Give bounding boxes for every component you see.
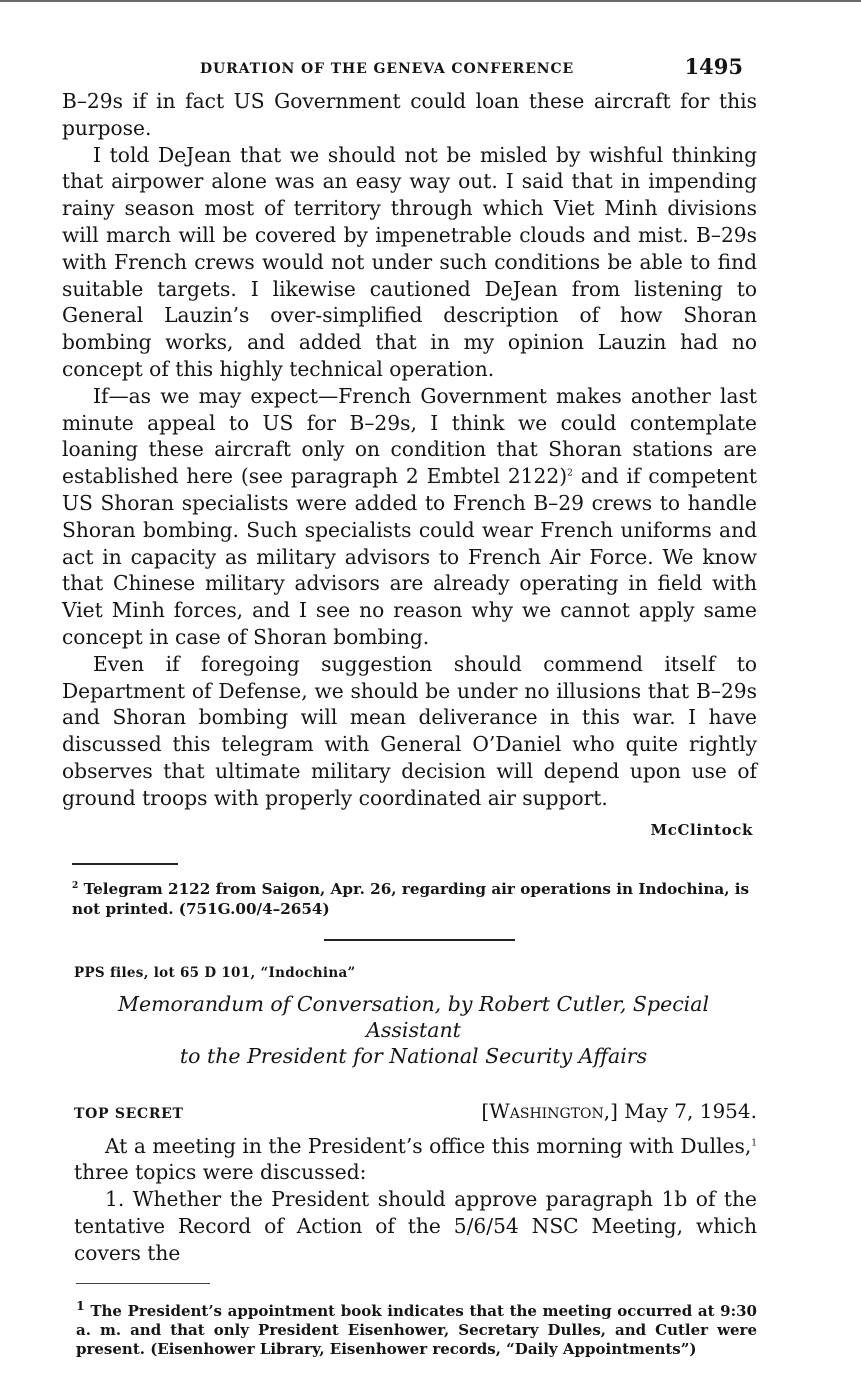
running-header xyxy=(62,48,757,88)
telegram-paragraph-2: I told DeJean that we should not be misled by wishful thinking that airpower alone was an easy way out. I said that in impending rainy season most of territory through which Viet Minh divisions will march will be covered by impenetrable clouds and mist. B–29s with French crews would not under such conditions be able to find suitable targets. I likewise cautioned DeJean from listening to General Lauzin’s over-simplified description of how Shoran bombing works, and added that in my opinion Lauzin had no concept of this highly technical operation. xyxy=(62,142,757,381)
footnote-2 xyxy=(72,879,757,919)
dateline xyxy=(62,1099,757,1133)
document-separator xyxy=(324,939,515,941)
paragraph-text: three topics were discussed: xyxy=(74,1160,367,1185)
paragraph-text: At a meeting in the President’s office this morning with Dulles, xyxy=(105,1133,752,1158)
footnote-text: The President’s appointment book indicates that the meeting occurred at 9:30 a. m. and that only President Eisenhower, Secretary Dulles, and Cutler were present. (Eisenhower Library, Eisenhower records, “Daily Appointments”) xyxy=(76,1301,757,1358)
page-top-border xyxy=(0,0,861,2)
footnote-rule xyxy=(72,863,178,865)
footnote-reference-2: 2 xyxy=(567,468,573,479)
date: May 7, 1954. xyxy=(624,1098,757,1123)
place-date xyxy=(481,1099,757,1123)
footnote-marker: 1 xyxy=(76,1297,85,1313)
memorandum-paragraph-1 xyxy=(74,1133,757,1187)
source-note: PPS files, lot 65 D 101, “Indochina” xyxy=(74,964,356,981)
signature: McClintock xyxy=(650,820,753,839)
footnote-text: Telegram 2122 from Saigon, Apr. 26, regarding air operations in Indochina, is not printed. (751G.00/4–2654) xyxy=(72,879,750,918)
paragraph-text: and if competent US Shoran specialists were added to French B–29 crews to handle Shoran bombing. Such specialists could wear French uniforms and act in capacity as military advisors to French Air Force. We know that Chinese military advisors are already operating in field with Viet Minh forces, and I see no reason why we cannot apply same concept in case of Shoran bombing. xyxy=(62,464,757,649)
document-title-line-2: to the President for National Security Affairs xyxy=(179,1043,648,1068)
document-title xyxy=(70,991,757,1069)
running-title: DURATION OF THE GENEVA CONFERENCE xyxy=(200,61,575,77)
footnote-reference-1: 1 xyxy=(751,1137,757,1148)
memorandum-body xyxy=(74,1133,757,1267)
footnote-marker: 2 xyxy=(72,880,79,891)
telegram-body xyxy=(62,88,757,812)
document-title-line-1: Memorandum of Conversation, by Robert Cutler, Special Assistant xyxy=(117,991,710,1042)
telegram-paragraph-4: Even if foregoing suggestion should commend itself to Department of Defense, we should be under no illusions that B–29s and Shoran bombing will mean deliverance in this war. I have discussed this telegram with General O’Daniel who quite rightly observes that ultimate military decision will depend upon use of ground troops with properly coordinated air support. xyxy=(62,651,757,810)
page-number: 1495 xyxy=(684,54,743,79)
document-page xyxy=(62,48,757,1359)
footnote-1 xyxy=(76,1296,757,1359)
classification-label: TOP SECRET xyxy=(74,1105,184,1122)
memorandum-paragraph-2: 1. Whether the President should approve paragraph 1b of the tentative Record of Action of the 5/6/54 NSC Meeting, which covers the xyxy=(74,1187,757,1265)
paragraph-text: If—as we may expect—French Government makes another last minute appeal to US for B–29s, I think we could contemplate loaning these aircraft only on condition that Shoran stations are established here (see paragraph 2 Embtel 2122) xyxy=(62,383,757,489)
footnote-rule xyxy=(76,1283,210,1284)
telegram-paragraph-3 xyxy=(62,383,757,651)
telegram-paragraph-1: B–29s if in fact US Government could loan these aircraft for this purpose. xyxy=(62,89,757,140)
place: [Washington,] xyxy=(481,1098,618,1123)
